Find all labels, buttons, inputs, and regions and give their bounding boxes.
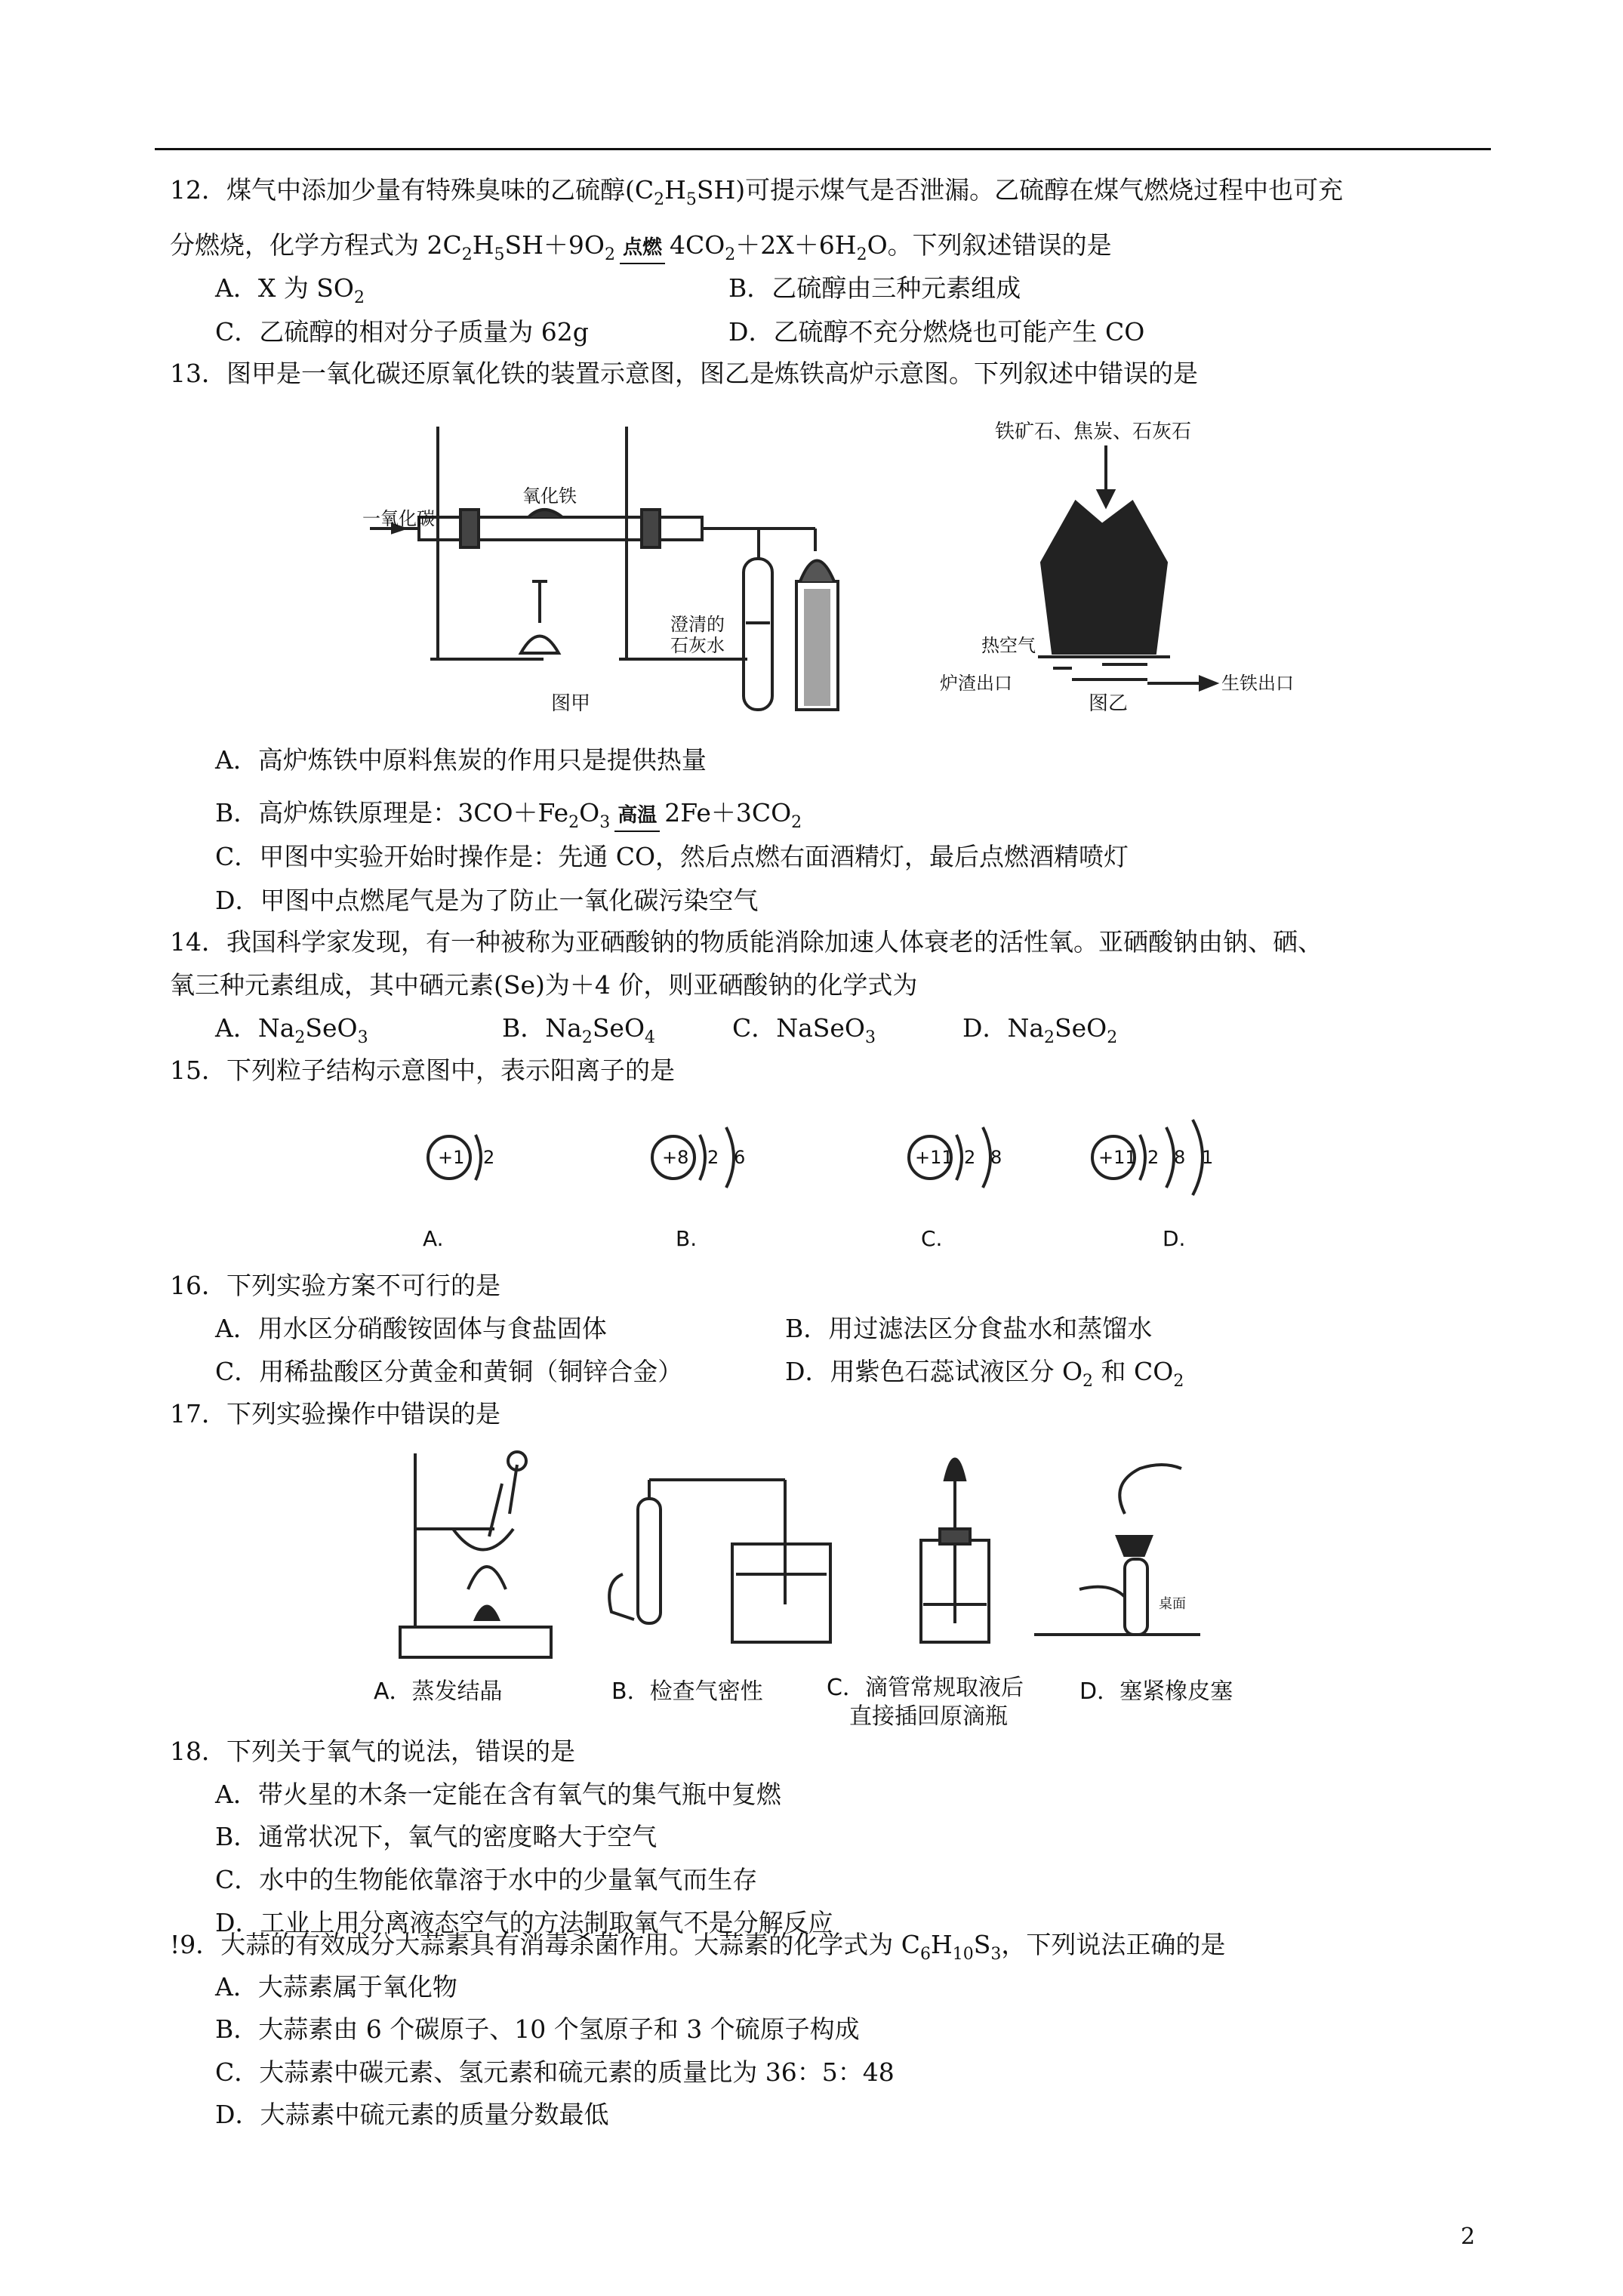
fig-label-slag: 炉渣出口 [940, 673, 1012, 694]
q19-option-b: B．大蒜素由 6 个碳原子、10 个氢原子和 3 个硫原子构成 [215, 2014, 860, 2044]
q13-stem: 13．图甲是一氧化碳还原氧化铁的装置示意图，图乙是炼铁高炉示意图。下列叙述中错误的是 [170, 359, 1198, 388]
q12-option-d: D．乙硫醇不充分燃烧也可能产生 CO [728, 317, 1145, 347]
q19-option-c: C．大蒜素中碳元素、氢元素和硫元素的质量比为 36：5：48 [215, 2057, 895, 2087]
q17-caption-c1: C．滴管常规取液后 [827, 1675, 1024, 1701]
q12-stem-line2: 分燃烧，化学方程式为 $2C_2H_5SH+9O_2$ 点燃 $4CO_2+2X+6H_2O$。下列叙述错误的是 [170, 230, 1112, 264]
atom-d-shell-3: 1 [1202, 1147, 1214, 1168]
q16-option-d: D．用紫色石蕊试液区分 $O_2$ 和 $CO_2$ [785, 1357, 1184, 1391]
q13-option-d: D．甲图中点燃尾气是为了防止一氧化碳污染空气 [215, 886, 759, 915]
q14-option-b: B．$Na_2SeO_4$ [502, 1013, 656, 1047]
q17-caption-b: B．检查气密性 [611, 1678, 763, 1705]
fig-label-iron: 生铁出口 [1221, 673, 1294, 694]
header-rule [155, 148, 1491, 150]
q18-option-a: A．带火星的木条一定能在含有氧气的集气瓶中复燃 [215, 1780, 781, 1809]
atom-d-label: D. [1163, 1226, 1186, 1251]
q13-option-b: B．高炉炼铁原理是：$3CO+Fe_2O_3$ 高温 $2Fe+3CO_2$ [215, 798, 802, 832]
fig-label-fe2o3: 氧化铁 [522, 485, 577, 507]
q12-option-c: C．乙硫醇的相对分子质量为 62g [215, 317, 589, 347]
q16-option-b: B．用过滤法区分食盐水和蒸馏水 [785, 1314, 1153, 1343]
q14-option-d: D．$Na_2SeO_2$ [962, 1013, 1118, 1047]
q19-option-d: D．大蒜素中硫元素的质量分数最低 [215, 2100, 609, 2129]
q19-stem: !9．大蒜的有效成分大蒜素具有消毒杀菌作用。大蒜素的化学式为 $C_6H_{10}S_3$，下列说法正确的是 [170, 1930, 1226, 1964]
q15-figure [408, 1099, 1253, 1261]
q17-table-label: 桌面 [1159, 1596, 1186, 1612]
atom-d-shell-2: 8 [1174, 1147, 1186, 1168]
q13-option-a: A．高炉炼铁中原料焦炭的作用只是提供热量 [215, 745, 707, 775]
fig-label-limewater2: 石灰水 [670, 635, 725, 656]
atom-b-shell-2: 6 [734, 1147, 746, 1168]
reaction-condition: 点燃 [620, 230, 665, 264]
q16-option-a: A．用水区分硝酸铵固体与食盐固体 [215, 1314, 607, 1343]
fig-label-limewater1: 澄清的 [670, 614, 725, 635]
q17-caption-a: A．蒸发结晶 [374, 1678, 503, 1705]
atom-a-nucleus: +1 [438, 1147, 465, 1168]
q16-stem: 16．下列实验方案不可行的是 [170, 1271, 500, 1300]
q18-stem: 18．下列关于氧气的说法，错误的是 [170, 1737, 575, 1766]
atom-a-shell-1: 2 [483, 1147, 495, 1168]
q17-caption-c2: 直接插回原滴瓶 [849, 1703, 1008, 1730]
atom-c-shell-1: 2 [964, 1147, 976, 1168]
q12-option-b: B．乙硫醇由三种元素组成 [728, 273, 1021, 303]
q13-figure [347, 411, 1294, 729]
q14-option-c: C．NaSeO$_3$ [732, 1013, 876, 1047]
q13-option-c: C．甲图中实验开始时操作是：先通 CO，然后点燃右面酒精灯，最后点燃酒精喷灯 [215, 842, 1129, 871]
q15-stem: 15．下列粒子结构示意图中，表示阳离子的是 [170, 1056, 675, 1085]
q18-option-b: B．通常状况下，氧气的密度略大于空气 [215, 1822, 658, 1851]
q14-stem-line2: 氧三种元素组成，其中硒元素(Se)为＋4 价，则亚硒酸钠的化学式为 [170, 970, 918, 1000]
atom-b-shell-1: 2 [707, 1147, 719, 1168]
atom-b-nucleus: +8 [662, 1147, 689, 1168]
q17-figure [362, 1438, 1276, 1729]
atom-b-label: B. [676, 1226, 698, 1251]
fig-label-jia: 图甲 [551, 692, 591, 715]
q14-option-a: A．$Na_2SeO_3$ [215, 1013, 368, 1047]
q12-stem-line1: 12．煤气中添加少量有特殊臭味的乙硫醇$(C_2H_5SH)$可提示煤气是否泄漏。乙硫醇在煤气燃烧过程中也可充 [170, 175, 1344, 209]
q18-option-d: D．工业上用分离液态空气的方法制取氧气不是分解反应 [215, 1908, 833, 1937]
fig-label-yi: 图乙 [1089, 692, 1129, 715]
atom-d-nucleus: +11 [1098, 1147, 1137, 1168]
q17-stem: 17．下列实验操作中错误的是 [170, 1399, 500, 1428]
q18-option-c: C．水中的生物能依靠溶于水中的少量氧气而生存 [215, 1865, 758, 1894]
fig-label-hot-air: 热空气 [981, 635, 1036, 656]
atom-c-shell-2: 8 [990, 1147, 1002, 1168]
q12-option-a: A．X 为 $SO_2$ [215, 273, 365, 307]
q17-caption-d: D．塞紧橡皮塞 [1079, 1678, 1233, 1705]
atom-c-label: C. [921, 1226, 943, 1251]
q14-stem-line1: 14．我国科学家发现，有一种被称为亚硒酸钠的物质能消除加速人体衰老的活性氧。亚硒酸钠由钠、硒、 [170, 927, 1323, 957]
fig-label-raw-materials: 铁矿石、焦炭、石灰石 [995, 421, 1192, 443]
q16-option-c: C．用稀盐酸区分黄金和黄铜（铜锌合金） [215, 1357, 683, 1386]
reaction-condition-high-temp: 高温 [614, 798, 660, 832]
atom-d-shell-1: 2 [1147, 1147, 1160, 1168]
fig-label-co: 一氧化碳 [362, 508, 435, 529]
atom-a-label: A. [423, 1226, 444, 1251]
q19-option-a: A．大蒜素属于氧化物 [215, 1972, 457, 2002]
page-number: 2 [1461, 2224, 1476, 2250]
atom-c-nucleus: +11 [915, 1147, 953, 1168]
